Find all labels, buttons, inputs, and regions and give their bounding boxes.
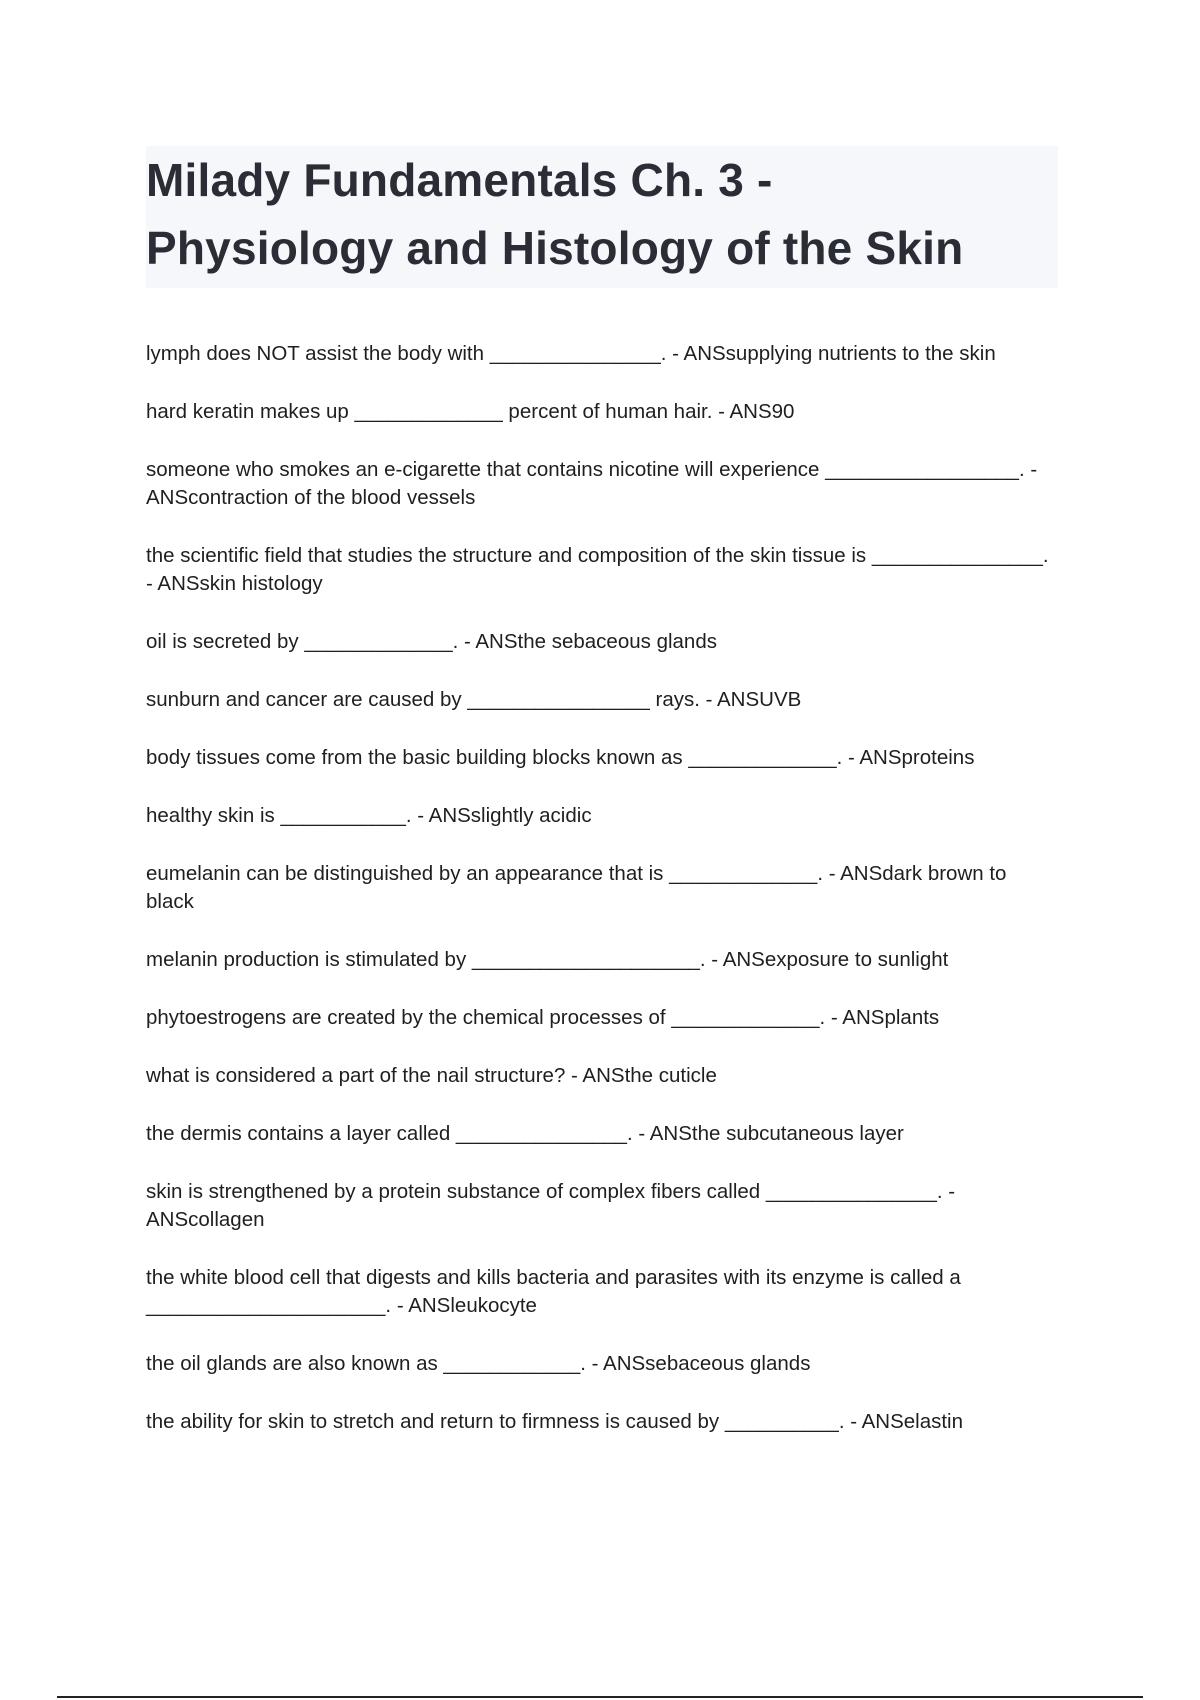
- title-line-2: Physiology and Histology of the Skin: [146, 222, 964, 274]
- qa-item: skin is strengthened by a protein substance of complex fibers called _______________. - ANScollagen: [146, 1180, 956, 1231]
- qa-item: body tissues come from the basic building blocks known as _____________. - ANSproteins: [146, 746, 975, 769]
- title-box: [146, 146, 1058, 288]
- qa-item: the scientific field that studies the structure and composition of the skin tissue is _______________. - ANSskin histology: [146, 544, 1049, 595]
- qa-item: the white blood cell that digests and kills bacteria and parasites with its enzyme is called a _____________________. - ANSleukocyte: [146, 1266, 961, 1317]
- qa-item: phytoestrogens are created by the chemical processes of _____________. - ANSplants: [146, 1006, 940, 1029]
- bottom-divider: [57, 1696, 1143, 1698]
- qa-item: someone who smokes an e-cigarette that contains nicotine will experience _________________. - ANScontraction of the blood vessels: [146, 458, 1038, 509]
- qa-item: healthy skin is ___________. - ANSslightly acidic: [146, 804, 592, 827]
- document-title: [146, 146, 1058, 282]
- qa-item: sunburn and cancer are caused by ________________ rays. - ANSUVB: [146, 688, 802, 711]
- qa-item: hard keratin makes up _____________ percent of human hair. - ANS90: [146, 400, 795, 423]
- qa-item: what is considered a part of the nail structure? - ANSthe cuticle: [146, 1064, 717, 1087]
- qa-item: the oil glands are also known as ____________. - ANSsebaceous glands: [146, 1352, 811, 1375]
- qa-item: melanin production is stimulated by ____________________. - ANSexposure to sunlight: [146, 948, 949, 971]
- qa-list: [146, 340, 1058, 1466]
- title-line-1: Milady Fundamentals Ch. 3 -: [146, 154, 773, 206]
- qa-item: lymph does NOT assist the body with _______________. - ANSsupplying nutrients to the skin: [146, 342, 996, 365]
- qa-item: eumelanin can be distinguished by an appearance that is _____________. - ANSdark brown to black: [146, 862, 1007, 913]
- qa-item: oil is secreted by _____________. - ANSthe sebaceous glands: [146, 630, 717, 653]
- qa-item: the dermis contains a layer called _______________. - ANSthe subcutaneous layer: [146, 1122, 904, 1145]
- qa-item: the ability for skin to stretch and return to firmness is caused by __________. - ANSelastin: [146, 1410, 964, 1433]
